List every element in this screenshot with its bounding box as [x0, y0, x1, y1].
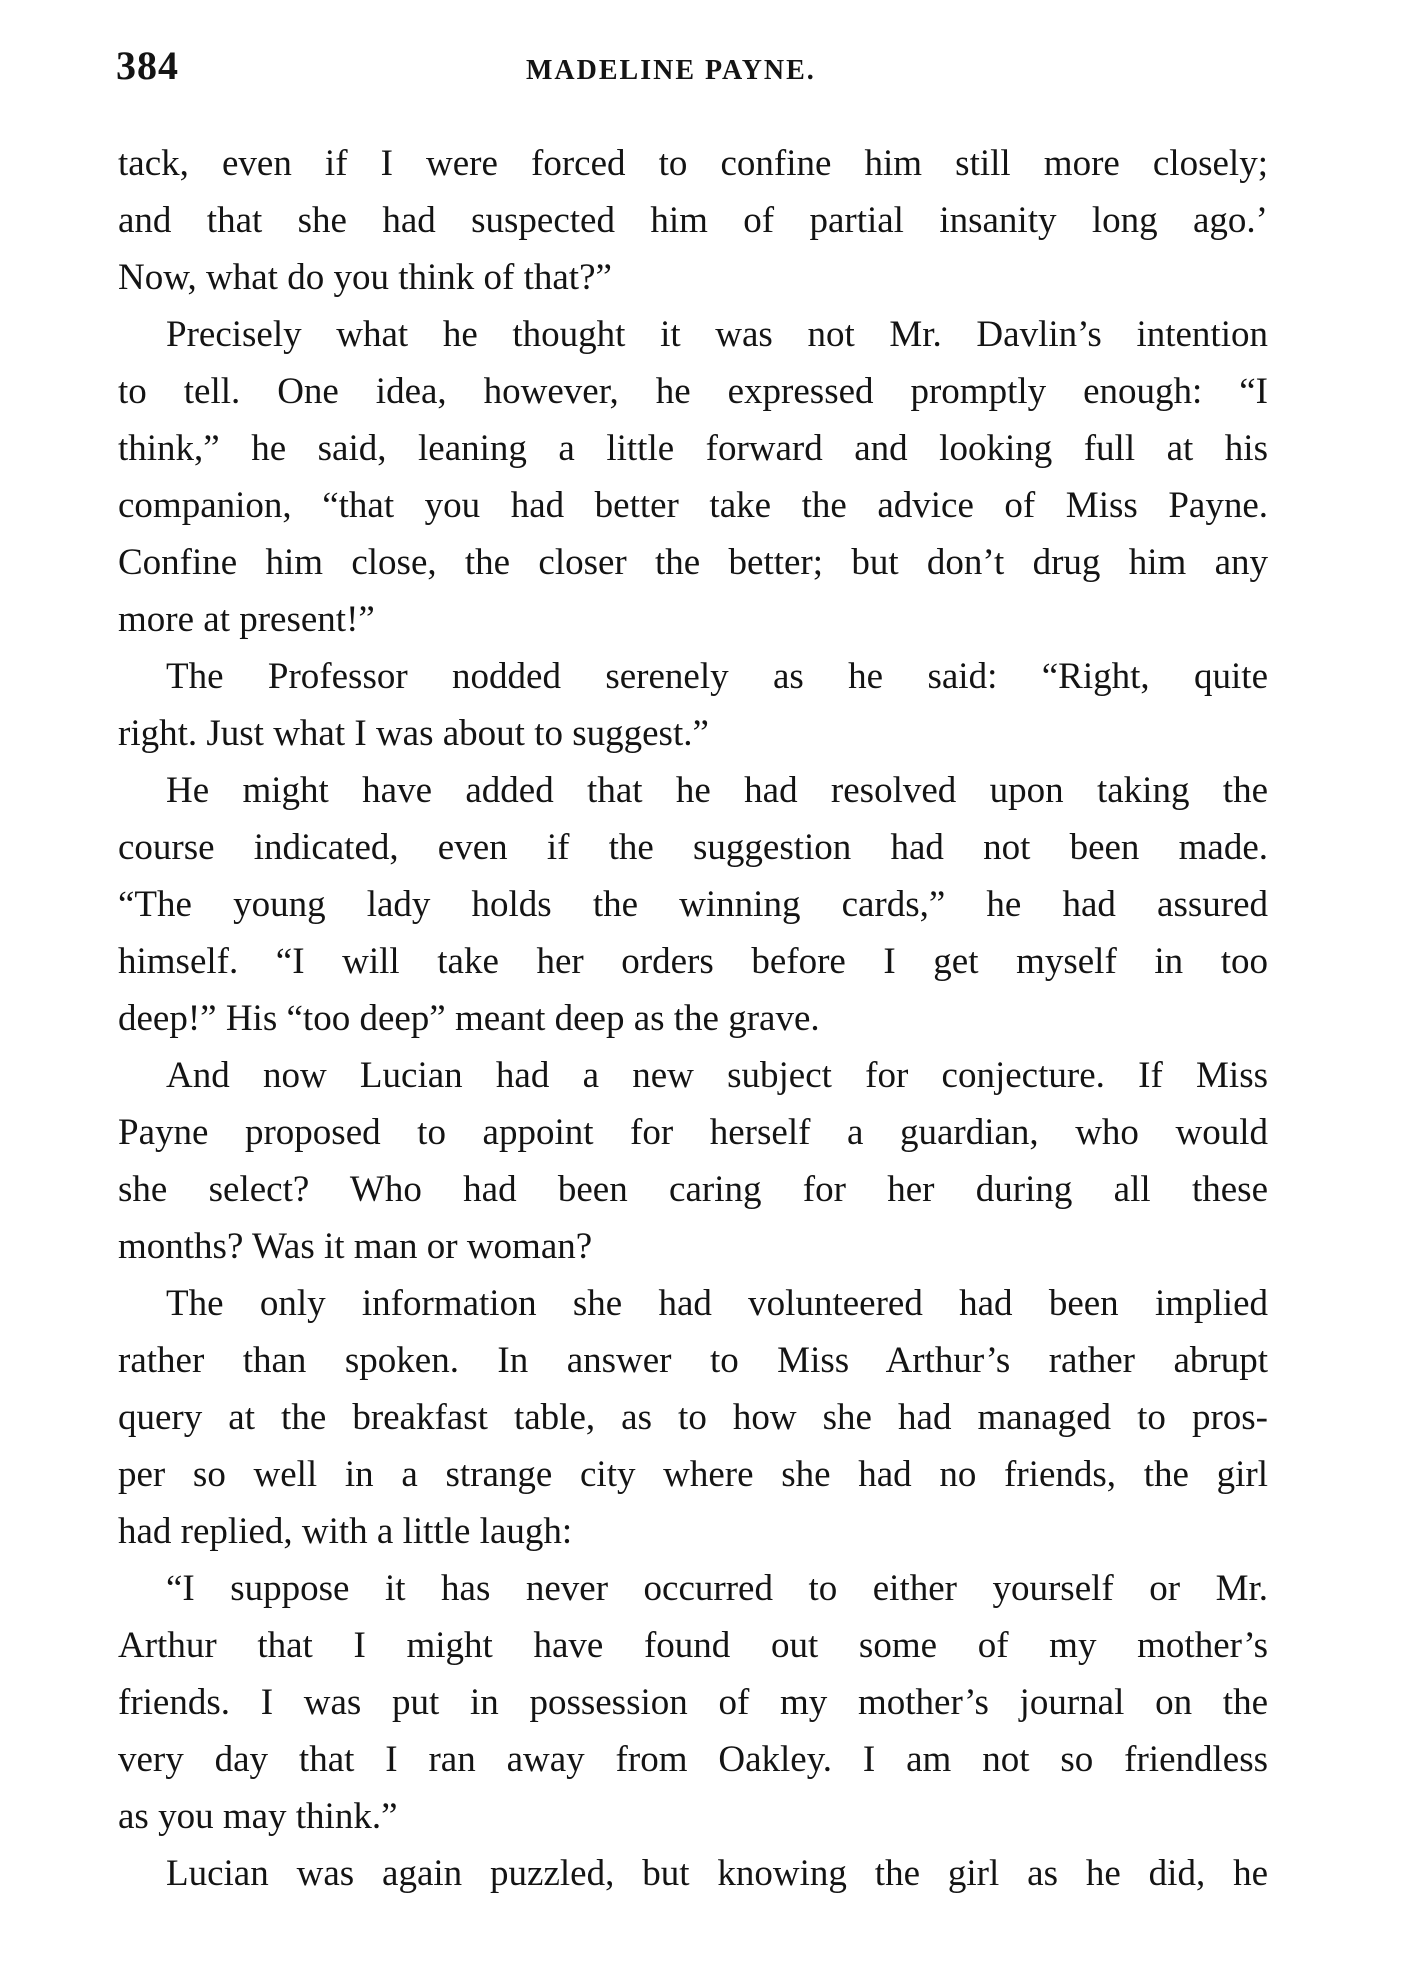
text-line: The Professor nodded serenely as he said: “Right, quite — [166, 656, 1268, 697]
text-line: to tell. One idea, however, he expressed promptly enough: “I — [118, 371, 1268, 412]
text-line: And now Lucian had a new subject for conjecture. If Miss — [166, 1055, 1268, 1096]
text-line: himself. “I will take her orders before I get myself in too — [118, 941, 1268, 982]
running-head — [116, 36, 1266, 96]
text-line: very day that I ran away from Oakley. I am not so friendless — [118, 1739, 1268, 1780]
text-line: He might have added that he had resolved upon taking the — [166, 770, 1268, 811]
text-line: Confine him close, the closer the better; but don’t drug him any — [118, 542, 1268, 583]
text-line: Precisely what he thought it was not Mr. Davlin’s intention — [166, 314, 1268, 355]
text-line: tack, even if I were forced to confine him still more closely; — [118, 143, 1268, 184]
text-line: course indicated, even if the suggestion had not been made. — [118, 827, 1268, 868]
text-line: had replied, with a little laugh: — [118, 1511, 573, 1552]
text-line: Payne proposed to appoint for herself a guardian, who would — [118, 1112, 1268, 1153]
text-line: deep!” His “too deep” meant deep as the grave. — [118, 998, 820, 1039]
text-line: rather than spoken. In answer to Miss Arthur’s rather abrupt — [118, 1340, 1268, 1381]
text-line: as you may think.” — [118, 1796, 398, 1837]
text-line: think,” he said, leaning a little forward and looking full at his — [118, 428, 1268, 469]
page-number: 384 — [116, 43, 179, 88]
text-line: “The young lady holds the winning cards,” he had assured — [118, 884, 1268, 925]
text-line: “I suppose it has never occurred to either yourself or Mr. — [166, 1568, 1268, 1609]
text-line: right. Just what I was about to suggest.” — [118, 713, 709, 754]
text-line: she select? Who had been caring for her during all these — [118, 1169, 1268, 1210]
text-line: Lucian was again puzzled, but knowing the girl as he did, he — [166, 1853, 1268, 1894]
text-line: more at present!” — [118, 599, 375, 640]
text-line: per so well in a strange city where she had no friends, the girl — [118, 1454, 1268, 1495]
text-line: companion, “that you had better take the advice of Miss Payne. — [118, 485, 1268, 526]
text-line: friends. I was put in possession of my mother’s journal on the — [118, 1682, 1268, 1723]
running-title: MADELINE PAYNE. — [526, 55, 816, 86]
text-line: Now, what do you think of that?” — [118, 257, 612, 298]
text-line: months? Was it man or woman? — [118, 1226, 593, 1267]
text-line: query at the breakfast table, as to how she had managed to pros- — [118, 1397, 1268, 1438]
text-line: The only information she had volunteered had been implied — [166, 1283, 1268, 1324]
text-line: and that she had suspected him of partial insanity long ago.’ — [118, 200, 1268, 241]
text-line: Arthur that I might have found out some of my mother’s — [118, 1625, 1268, 1666]
body-text — [118, 135, 1268, 1902]
